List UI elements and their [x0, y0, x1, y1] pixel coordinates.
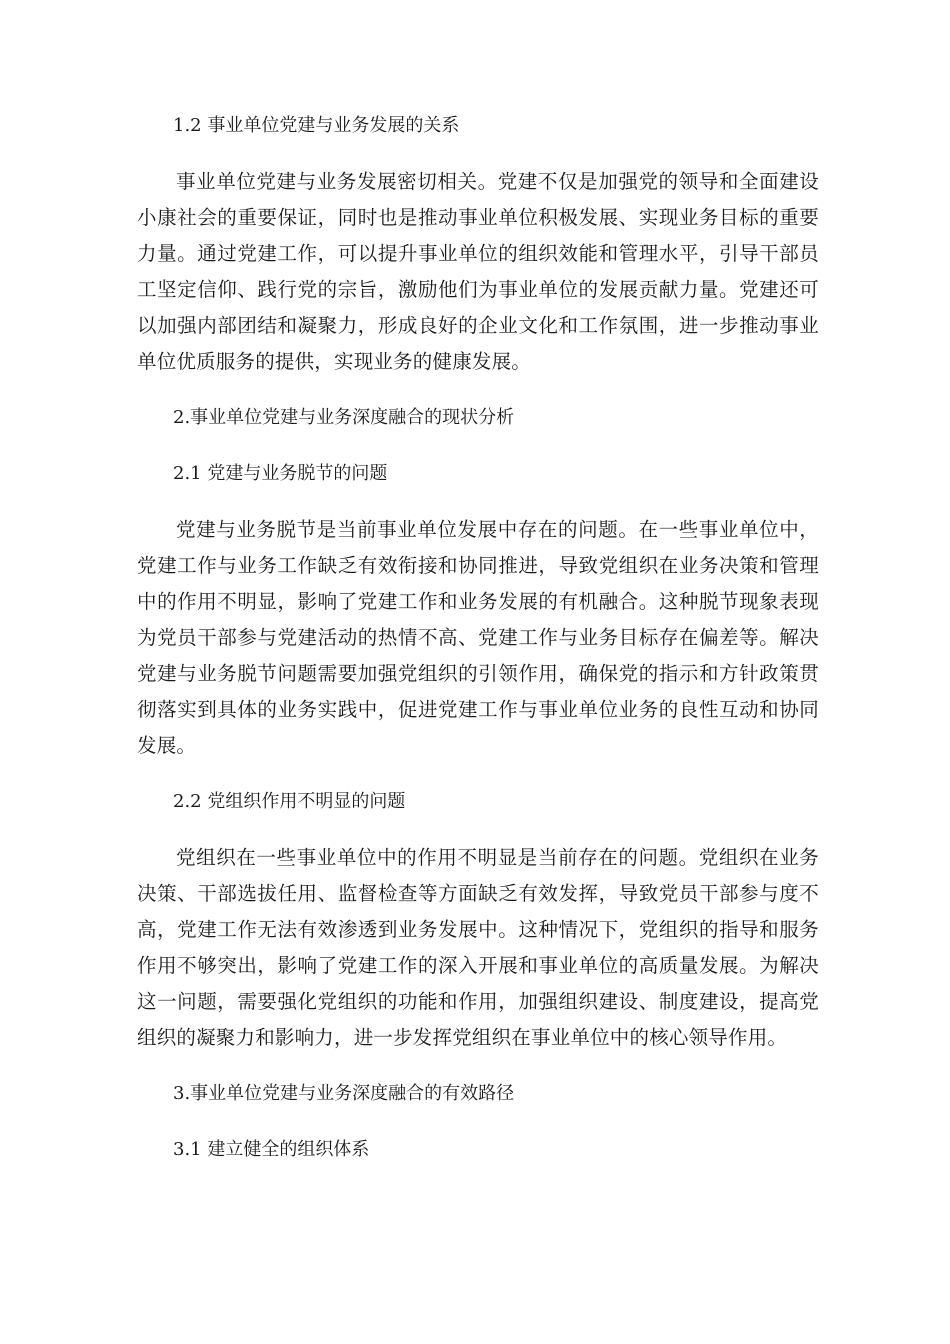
document-page [137, 108, 819, 1188]
paragraph-2-2: 党组织在一些事业单位中的作用不明显是当前存在的问题。党组织在业务决策、干部选拔任用、监督检查等方面缺乏有效发挥，导致党员干部参与度不高，党建工作无法有效渗透到业务发展中。这种情况下，党组织的指导和服务作用不够突出，影响了党建工作的深入开展和事业单位的高质量发展。为解决这一问题，需要强化党组织的功能和作用，加强组织建设、制度建设，提高党组织的凝聚力和影响力，进一步发挥党组织在事业单位中的核心领导作用。 [137, 846, 819, 1049]
section-heading-3: 3.事业单位党建与业务深度融合的有效路径 [173, 1083, 515, 1104]
section-heading-3-1: 3.1 建立健全的组织体系 [173, 1139, 370, 1160]
paragraph-1-2: 事业单位党建与业务发展密切相关。党建不仅是加强党的领导和全面建设小康社会的重要保证，同时也是推动事业单位积极发展、实现业务目标的重要力量。通过党建工作，可以提升事业单位的组织效能和管理水平，引导干部员工坚定信仰、践行党的宗旨，激励他们为事业单位的发展贡献力量。党建还可以加强内部团结和凝聚力，形成良好的企业文化和工作氛围，进一步推动事业单位优质服务的提供，实现业务的健康发展。 [137, 170, 819, 373]
paragraph-2-1: 党建与业务脱节是当前事业单位发展中存在的问题。在一些事业单位中，党建工作与业务工作缺乏有效衔接和协同推进，导致党组织在业务决策和管理中的作用不明显，影响了党建工作和业务发展的有机融合。这种脱节现象表现为党员干部参与党建活动的热情不高、党建工作与业务目标存在偏差等。解决党建与业务脱节问题需要加强党组织的引领作用，确保党的指示和方针政策贯彻落实到具体的业务实践中，促进党建工作与事业单位业务的良性互动和协同发展。 [137, 518, 819, 757]
section-heading-2-1: 2.1 党建与业务脱节的问题 [173, 463, 388, 484]
section-heading-2-2: 2.2 党组织作用不明显的问题 [173, 791, 406, 812]
section-heading-2: 2.事业单位党建与业务深度融合的现状分析 [173, 407, 515, 428]
section-heading-1-2: 1.2 事业单位党建与业务发展的关系 [173, 115, 460, 136]
